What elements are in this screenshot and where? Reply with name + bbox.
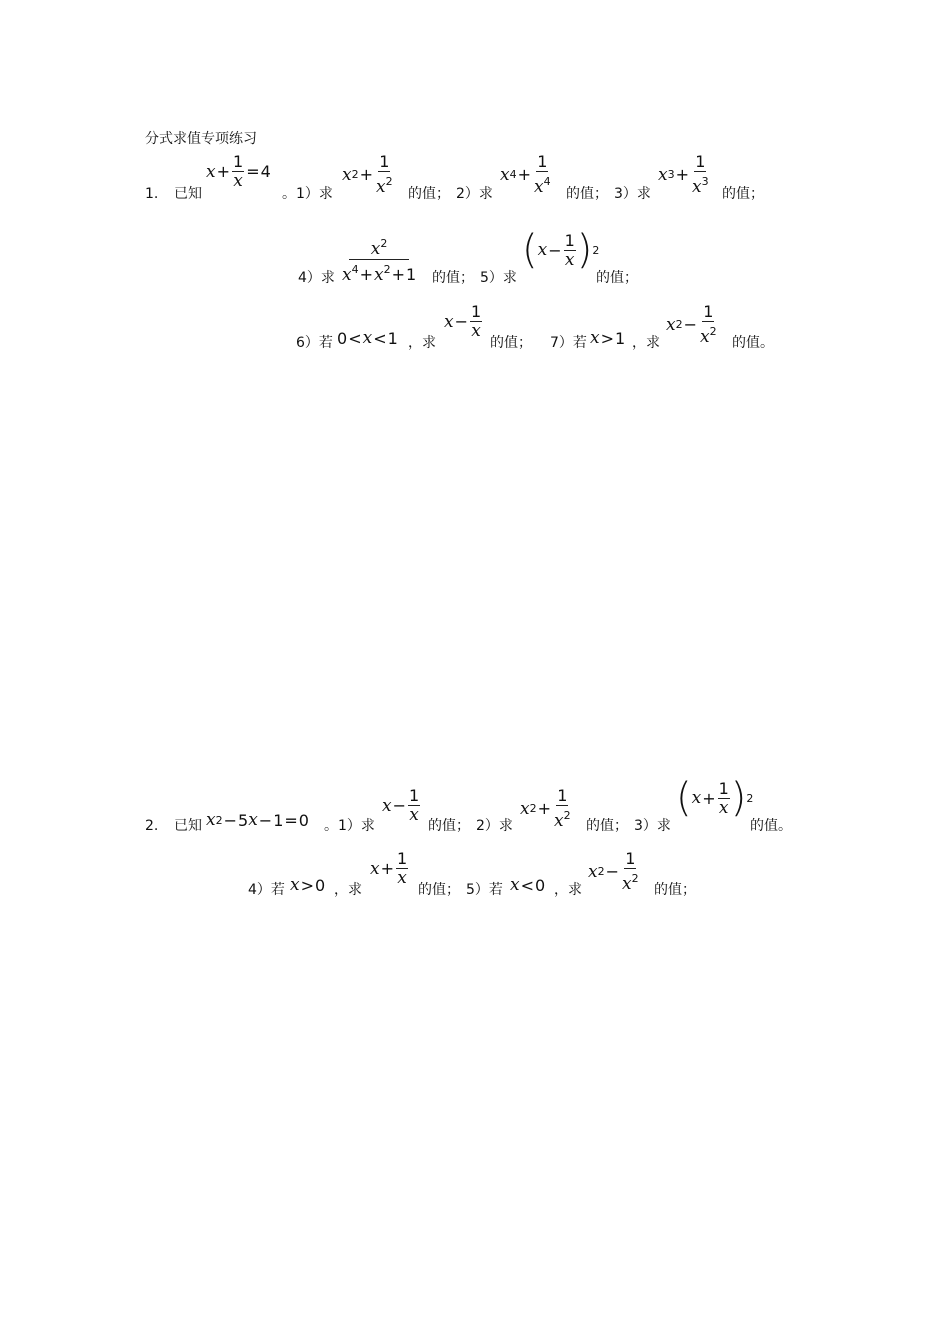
- greater-than: >: [600, 328, 614, 348]
- numerator: 1: [471, 302, 482, 321]
- den-var: x: [376, 177, 386, 197]
- less-than2: <: [373, 328, 387, 348]
- var: x: [500, 164, 510, 185]
- problem2-number: 2.: [145, 818, 159, 834]
- var: x: [342, 164, 352, 185]
- denominator: x: [233, 171, 243, 191]
- numerator: 1: [379, 152, 390, 171]
- p2-q2-prefix: 2）求: [476, 818, 513, 834]
- fraction: [375, 152, 394, 197]
- var2: x: [248, 810, 258, 830]
- den-plus1: +: [359, 265, 373, 284]
- p1-q2-expression: [500, 152, 553, 197]
- fraction: [564, 231, 576, 270]
- p2-q5-prefix: 5）若: [466, 882, 503, 898]
- p1-q5-prefix: 5）求: [480, 270, 517, 286]
- var: x: [206, 810, 216, 830]
- p2-q1-prefix: 。1）求: [324, 818, 375, 834]
- p2-q5-condition: [510, 875, 545, 895]
- var: x: [444, 311, 454, 332]
- cond-b: 1: [387, 328, 398, 348]
- problem1-given-equation: [206, 152, 271, 191]
- den-power: 4: [543, 175, 551, 188]
- minus: −: [392, 796, 406, 815]
- cond-b: 1: [615, 328, 626, 348]
- power: 2: [597, 865, 605, 878]
- den-power: 2: [563, 809, 571, 822]
- problem2-given-equation: [206, 810, 309, 830]
- power: 2: [675, 318, 683, 331]
- plus: +: [537, 799, 551, 818]
- den-power: 2: [631, 872, 639, 885]
- den-var: x: [700, 327, 710, 347]
- minus: −: [548, 240, 562, 260]
- fraction: [718, 779, 730, 818]
- denominator: x: [564, 249, 575, 270]
- plus: +: [216, 162, 230, 181]
- numerator: 1: [718, 778, 729, 798]
- p1-q7-prefix: 7）若: [550, 335, 587, 351]
- numerator: 1: [625, 849, 636, 868]
- denominator: [533, 172, 552, 197]
- cond-var: x: [362, 328, 373, 348]
- p1-q5-expression: [522, 227, 600, 273]
- p1-q4-suffix: 的值；: [432, 270, 474, 286]
- p1-q3-prefix: 3）求: [614, 186, 651, 202]
- p1-q1-suffix: 的值；: [408, 186, 450, 202]
- var: x: [206, 161, 216, 182]
- den-term3: 1: [406, 265, 417, 284]
- minus2: −: [258, 810, 273, 830]
- den-term2-power: 2: [383, 263, 391, 276]
- power: 2: [351, 168, 359, 181]
- exponent: 2: [746, 791, 754, 805]
- den-var: x: [534, 177, 544, 197]
- numerator: 1: [564, 230, 575, 250]
- minus1: −: [223, 810, 237, 830]
- num-var: x: [370, 239, 381, 259]
- cond-a: 0: [337, 328, 348, 348]
- denominator: [553, 806, 572, 831]
- p1-q3-expression: [658, 152, 711, 197]
- p2-q4-expression: [370, 849, 409, 888]
- fraction: [691, 152, 710, 197]
- p1-q2-prefix: 2）求: [456, 186, 493, 202]
- den-power: 3: [701, 175, 709, 188]
- fraction: [470, 302, 482, 341]
- denominator: [691, 172, 710, 197]
- p1-q1-prefix: 。1）求: [282, 186, 333, 202]
- den-term1: x: [342, 265, 352, 285]
- var: x: [382, 795, 392, 816]
- p1-q5-suffix: 的值；: [596, 270, 638, 286]
- numerator: 1: [537, 152, 548, 171]
- fraction: [699, 302, 718, 347]
- p1-q6-expression: [444, 302, 483, 341]
- var: x: [520, 798, 530, 819]
- numerator: 1: [409, 786, 420, 805]
- open-paren: (: [676, 775, 692, 821]
- den-term2: x: [374, 265, 384, 285]
- p2-q2-expression: [520, 786, 573, 831]
- denominator: [341, 260, 417, 285]
- p2-q4-suffix: 的值；: [418, 882, 460, 898]
- cond-var: x: [290, 875, 300, 895]
- denominator: x: [397, 868, 407, 888]
- p2-q1-expression: [382, 786, 421, 825]
- var: x: [666, 314, 676, 335]
- cond-b: 0: [315, 875, 326, 895]
- fraction: [396, 849, 408, 888]
- fraction: [553, 786, 572, 831]
- p2-q5-suffix: 的值；: [654, 882, 696, 898]
- den-var: x: [692, 177, 702, 197]
- numerator: 1: [397, 849, 408, 868]
- numerator: 1: [233, 152, 244, 171]
- cond-var: x: [510, 875, 520, 895]
- denominator: x: [409, 805, 419, 825]
- problem2-given-label: 已知: [174, 818, 202, 834]
- den-power: 2: [709, 325, 717, 338]
- den-plus2: +: [391, 265, 405, 284]
- p1-q6-mid: ，求: [408, 335, 436, 351]
- p2-q3-expression: [676, 775, 754, 821]
- var: x: [537, 240, 548, 260]
- p2-q5-mid: ，求: [554, 882, 582, 898]
- coefficient: 5: [238, 810, 249, 830]
- den-var: x: [554, 811, 564, 831]
- denominator: [621, 869, 640, 894]
- num-power: 2: [380, 237, 388, 250]
- p1-q6-suffix: 的值；: [490, 335, 532, 351]
- var: x: [588, 861, 598, 882]
- equals: =: [284, 810, 298, 830]
- numerator: [349, 234, 410, 260]
- p1-q7-suffix: 的值。: [732, 335, 774, 351]
- close-paren: ): [576, 227, 593, 273]
- p2-q2-suffix: 的值；: [586, 818, 628, 834]
- plus: +: [702, 788, 716, 808]
- var: x: [658, 164, 668, 185]
- den-term1-power: 4: [351, 263, 359, 276]
- problem1-number: 1.: [145, 186, 159, 202]
- power: 2: [215, 813, 223, 827]
- p2-q4-mid: ，求: [334, 882, 362, 898]
- greater-than: >: [300, 875, 314, 895]
- numerator: 1: [557, 786, 568, 805]
- page-title: 分式求值专项练习: [145, 131, 257, 147]
- problem1-given-label: 已知: [174, 186, 202, 202]
- p1-q1-expression: [342, 152, 395, 197]
- minus: −: [605, 862, 619, 881]
- plus: +: [359, 165, 373, 184]
- rhs: 0: [298, 810, 309, 830]
- var: x: [370, 858, 380, 879]
- p1-q6-condition: [337, 328, 398, 348]
- equals: =: [246, 162, 260, 181]
- denominator: [375, 172, 394, 197]
- p2-q4-prefix: 4）若: [248, 882, 285, 898]
- p2-q5-expression: [588, 849, 641, 894]
- p1-q6-prefix: 6）若: [296, 335, 333, 351]
- p1-q4-prefix: 4）求: [298, 270, 335, 286]
- cond-b: 0: [535, 875, 546, 895]
- plus: +: [380, 859, 394, 878]
- power: 4: [509, 168, 517, 181]
- den-var: x: [622, 874, 632, 894]
- cond-var: x: [590, 328, 600, 348]
- fraction: [533, 152, 552, 197]
- open-paren: (: [522, 227, 538, 273]
- plus: +: [517, 165, 531, 184]
- less-than1: <: [348, 328, 362, 348]
- p1-q2-suffix: 的值；: [566, 186, 608, 202]
- p2-q3-suffix: 的值。: [750, 818, 792, 834]
- denominator: x: [718, 797, 729, 818]
- numerator: 1: [703, 302, 714, 321]
- p1-q4-expression: [340, 234, 418, 285]
- minus: −: [683, 315, 697, 334]
- exponent: 2: [592, 243, 600, 257]
- plus: +: [675, 165, 689, 184]
- denominator: x: [471, 321, 481, 341]
- fraction: [408, 786, 420, 825]
- less-than: <: [520, 875, 534, 895]
- minus: −: [454, 312, 468, 331]
- p1-q7-condition: [590, 328, 625, 348]
- fraction: [341, 234, 417, 285]
- p1-q7-expression: [666, 302, 719, 347]
- numerator: 1: [695, 152, 706, 171]
- power: 3: [667, 168, 675, 181]
- rhs: 4: [260, 162, 271, 181]
- den-power: 2: [385, 175, 393, 188]
- p1-q7-mid: ，求: [632, 335, 660, 351]
- fraction: [621, 849, 640, 894]
- power: 2: [529, 802, 537, 815]
- var: x: [691, 788, 702, 808]
- p2-q4-condition: [290, 875, 325, 895]
- close-paren: ): [730, 775, 747, 821]
- p2-q3-prefix: 3）求: [634, 818, 671, 834]
- constant: 1: [273, 810, 284, 830]
- denominator: [699, 322, 718, 347]
- fraction: [232, 152, 244, 191]
- p2-q1-suffix: 的值；: [428, 818, 470, 834]
- p1-q3-suffix: 的值；: [722, 186, 764, 202]
